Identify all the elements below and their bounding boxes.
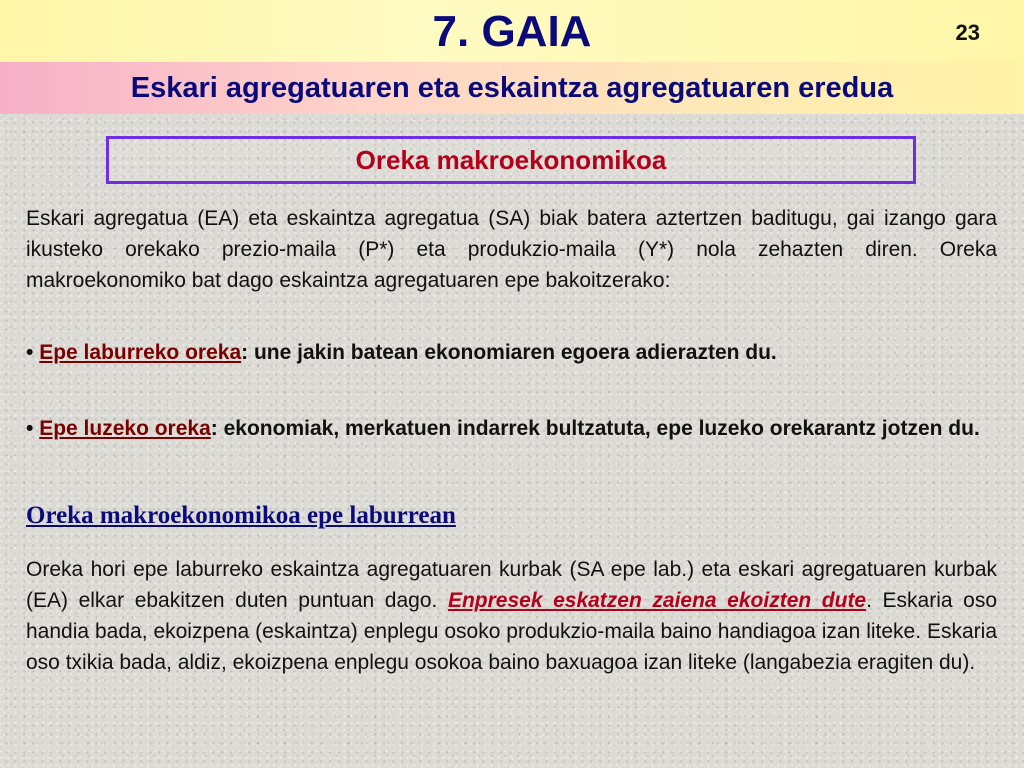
section-heading: Oreka makroekonomikoa epe laburrean — [26, 502, 456, 529]
boxed-heading-label: Oreka makroekonomikoa — [355, 145, 667, 175]
boxed-heading — [106, 136, 916, 184]
bullet-short-run — [26, 337, 997, 368]
bullet-term: Epe laburreko oreka — [39, 341, 242, 364]
body-paragraph — [26, 554, 997, 678]
body-text-1: Oreka hori epe laburreko eskaintza agregatuaren kurbak (SA epe lab.) eta eskari agregatuaren kurbak (EA) elkar ebakitzen duten puntuan dago. — [26, 558, 997, 612]
slide-title: 7. GAIA — [432, 7, 592, 56]
title-band — [0, 0, 1024, 62]
slide-subtitle: Eskari agregatuaren eta eskaintza agregatuaren eredua — [130, 72, 894, 104]
bullet-text: : ekonomiak, merkatuen indarrek bultzatuta, epe luzeko orekarantz jotzen du. — [210, 417, 980, 440]
bullet-long-run — [26, 413, 997, 444]
page-number: 23 — [955, 20, 980, 45]
bullet-marker: • — [26, 417, 34, 440]
body-text-2: . Eskaria oso handia bada, ekoizpena (eskaintza) enplegu osoko produkzio-maila baino handiagoa izan liteke. Eskaria oso txikia bada, aldiz, ekoizpena enplegu osokoa baino baxuagoa izan liteke (langabezia eragiten du). — [26, 589, 998, 674]
subtitle-band — [0, 62, 1024, 114]
bullet-term: Epe luzeko oreka — [39, 417, 211, 440]
body-emphasis: Enpresek eskatzen zaiena ekoizten dute — [447, 589, 867, 612]
bullet-marker: • — [26, 341, 34, 364]
bullet-text: : une jakin batean ekonomiaren egoera adierazten du. — [241, 341, 777, 364]
intro-paragraph: Eskari agregatua (EA) eta eskaintza agregatua (SA) biak batera aztertzen baditugu, gai izango gara ikusteko orekako prezio-maila (P*) eta produkzio-maila (Y*) nola zehazten diren. Oreka makroekonomiko bat dago eskaintza agregatuaren epe bakoitzerako: — [26, 207, 997, 292]
